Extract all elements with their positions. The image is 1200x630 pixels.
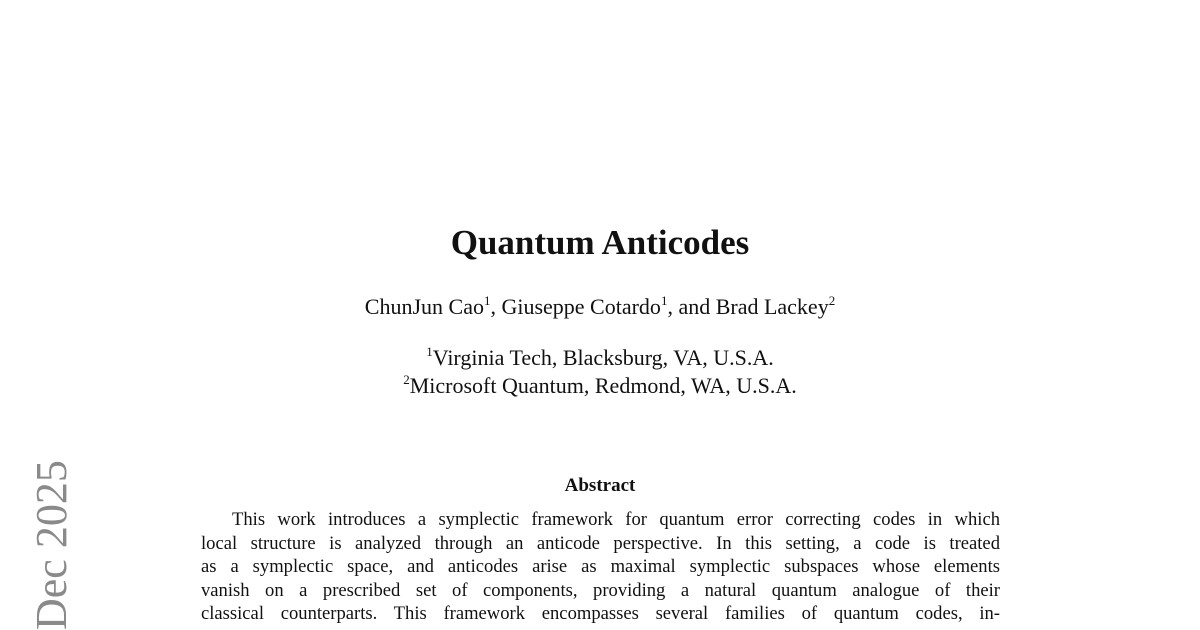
arxiv-date-stamp: Dec 2025 xyxy=(27,460,76,630)
author-name: Giuseppe Cotardo xyxy=(501,294,661,319)
affiliation-mark: 2 xyxy=(403,372,410,387)
author-affil-mark: 2 xyxy=(828,293,836,308)
abstract-line: classical counterparts. This framework encompasses several families of quantum codes, in- xyxy=(201,603,1000,625)
affiliation-text: Microsoft Quantum, Redmond, WA, U.S.A. xyxy=(409,373,797,398)
author-affil-mark: 1 xyxy=(660,293,668,308)
author-affil-mark: 1 xyxy=(483,293,491,308)
abstract-line: This work introduces a symplectic framework for quantum error correcting codes in which xyxy=(232,509,1000,530)
abstract-heading: Abstract xyxy=(564,475,636,496)
author-separator: , xyxy=(490,294,502,319)
affiliation-mark: 1 xyxy=(426,344,433,359)
abstract-line: local structure is analyzed through an anticode perspective. In this setting, a code is treated xyxy=(201,532,1000,554)
affiliation xyxy=(0,372,1200,400)
affiliation-text: Virginia Tech, Blacksburg, VA, U.S.A. xyxy=(432,345,774,370)
author-list xyxy=(0,293,1200,321)
author-name: Brad Lackey xyxy=(715,294,829,319)
affiliation xyxy=(0,344,1200,372)
abstract-line: vanish on a prescribed set of components, providing a natural quantum analogue of their xyxy=(201,579,1000,601)
paper-title: Quantum Anticodes xyxy=(450,223,750,262)
author-name: ChunJun Cao xyxy=(364,294,484,319)
abstract-body xyxy=(201,508,1000,626)
author-separator: , and xyxy=(667,294,716,319)
abstract-line: as a symplectic space, and anticodes arise as maximal symplectic subspaces whose elements xyxy=(201,556,1000,578)
